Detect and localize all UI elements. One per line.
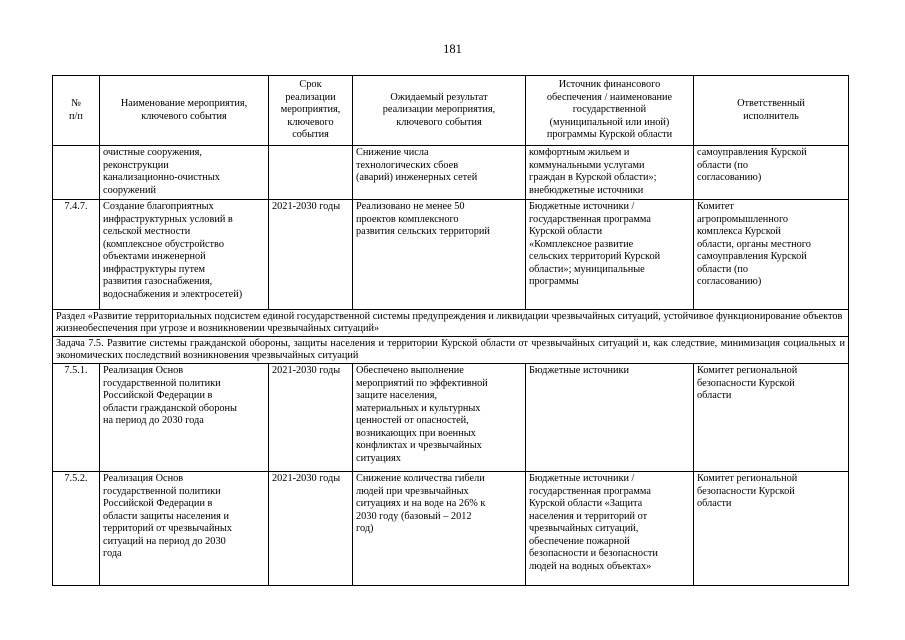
row-executor: Комитет региональной безопасности Курской области xyxy=(694,364,849,472)
header-cell-source: Источник финансового обеспечения / наименование государственной (муниципальной или иной) программы Курской области xyxy=(526,76,694,146)
task-title: Задача 7.5. Развитие системы гражданской обороны, защиты населения и территории Курской области от чрезвычайных ситуаций и, как следствие, минимизация социальных и экономических последствий возникновения чрезвычайных ситуаций xyxy=(53,337,849,364)
row-executor: Комитет региональной безопасности Курской области xyxy=(694,472,849,586)
header-cell-name: Наименование мероприятия, ключевого события xyxy=(100,76,269,146)
table-row xyxy=(53,146,849,200)
row-term: 2021-2030 годы xyxy=(269,200,353,310)
table-row xyxy=(53,472,849,586)
row-number: 7.5.2. xyxy=(53,472,100,586)
row-name: Реализация Основ государственной политики Российской Федерации в области защиты населения и территорий от чрезвычайных ситуаций на период до 2030 года xyxy=(100,472,269,586)
table-header-row xyxy=(53,76,849,146)
row-term: 2021-2030 годы xyxy=(269,472,353,586)
row-term: 2021-2030 годы xyxy=(269,364,353,472)
row-term xyxy=(269,146,353,200)
table-row xyxy=(53,200,849,310)
plan-table xyxy=(52,75,849,586)
header-cell-number: № п/п xyxy=(53,76,100,146)
row-result: Обеспечено выполнение мероприятий по эффективной защите населения, материальных и культурных ценностей от опасностей, возникающих при военных конфликтах и чрезвычайных ситуациях xyxy=(353,364,526,472)
row-name: очистные сооружения, реконструкции канализационно-очистных сооружений xyxy=(100,146,269,200)
row-source: комфортным жильем и коммунальными услугами граждан в Курской области»; внебюджетные источники xyxy=(526,146,694,200)
row-result: Снижение числа технологических сбоев (аварий) инженерных сетей xyxy=(353,146,526,200)
page-number: 181 xyxy=(443,42,462,56)
task-row xyxy=(53,337,849,364)
header-cell-result: Ожидаемый результат реализации мероприятия, ключевого события xyxy=(353,76,526,146)
row-number: 7.4.7. xyxy=(53,200,100,310)
header-cell-executor: Ответственный исполнитель xyxy=(694,76,849,146)
row-number xyxy=(53,146,100,200)
section-title: Раздел «Развитие территориальных подсистем единой государственной системы предупреждения и ликвидации чрезвычайных ситуаций, устойчивое функционирование объектов жизнеобеспечения при угрозе и возникновении чрезвычайных ситуаций» xyxy=(53,310,849,337)
row-source: Бюджетные источники / государственная программа Курской области «Комплексное развитие сельских территорий Курской области»; муниципальные программы xyxy=(526,200,694,310)
table-row xyxy=(53,364,849,472)
row-source: Бюджетные источники / государственная программа Курской области «Защита населения и территорий от чрезвычайных ситуаций, обеспечение пожарной безопасности и безопасности людей на водных объектах» xyxy=(526,472,694,586)
row-number: 7.5.1. xyxy=(53,364,100,472)
row-result: Реализовано не менее 50 проектов комплексного развития сельских территорий xyxy=(353,200,526,310)
row-name: Создание благоприятных инфраструктурных условий в сельской местности (комплексное обустройство объектами инженерной инфраструктуры путем развития газоснабжения, водоснабжения и электросетей) xyxy=(100,200,269,310)
row-executor: Комитет агропромышленного комплекса Курской области, органы местного самоуправления Курской области (по согласованию) xyxy=(694,200,849,310)
row-source: Бюджетные источники xyxy=(526,364,694,472)
row-result: Снижение количества гибели людей при чрезвычайных ситуациях и на воде на 26% к 2030 году (базовый – 2012 год) xyxy=(353,472,526,586)
section-row xyxy=(53,310,849,337)
row-executor: самоуправления Курской области (по согласованию) xyxy=(694,146,849,200)
row-name: Реализация Основ государственной политики Российской Федерации в области гражданской обороны на период до 2030 года xyxy=(100,364,269,472)
header-cell-term: Срок реализации мероприятия, ключевого события xyxy=(269,76,353,146)
